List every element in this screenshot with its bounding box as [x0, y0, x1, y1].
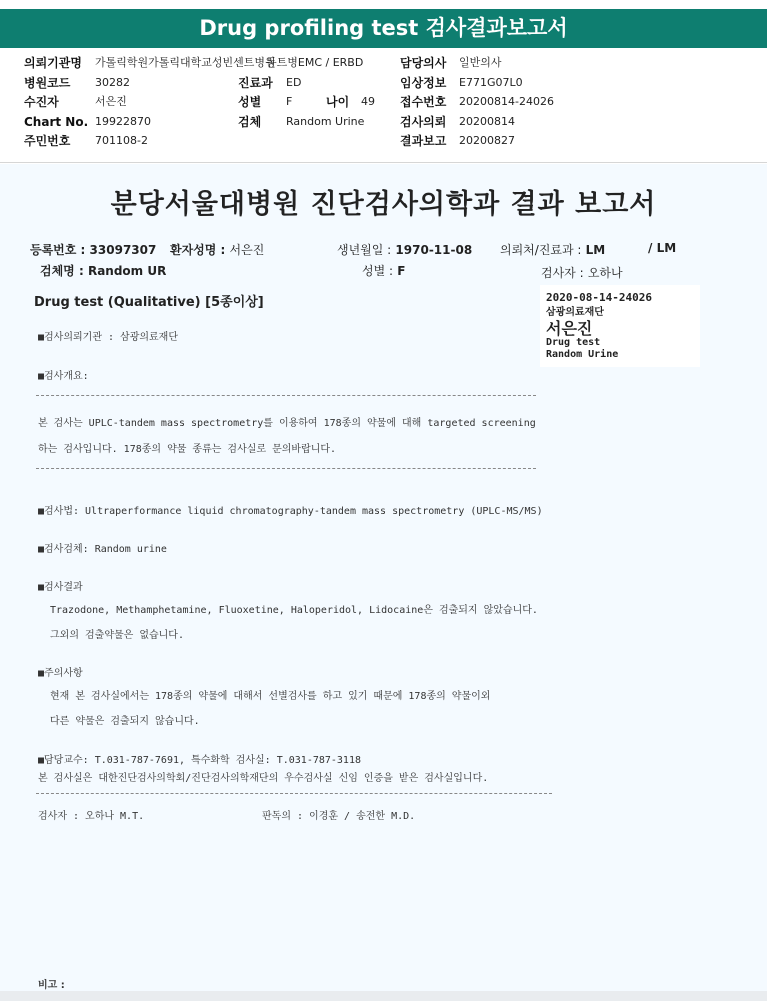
ssn-label: 주민번호 — [24, 134, 71, 148]
divider — [36, 793, 552, 794]
stamp-patient: 서은진 — [546, 319, 593, 338]
specimen-label-stamp — [540, 285, 700, 367]
specimen-label: 검체 — [238, 115, 262, 129]
request-value: 20200814 — [459, 115, 515, 128]
report-title: 분당서울대병원 진단검사의학과 결과 보고서 — [110, 189, 657, 220]
reader-signature: 판독의 : 이경훈 / 송전한 M.D. — [262, 811, 416, 822]
scanned-report — [0, 164, 767, 991]
test-title: Drug test (Qualitative) [5종이상] — [34, 295, 264, 310]
divider — [36, 468, 536, 469]
overview-line-1: 본 검사는 UPLC-tandem mass spectrometry를 이용하여 178종의 약물에 대해 targeted screening — [38, 418, 536, 429]
dept-req-value: LM — [585, 243, 606, 257]
dob-value: 1970-11-08 — [395, 243, 473, 257]
dept-req-sep: / — [648, 241, 653, 255]
institution-suffix: 동트병EMC / ERBD — [266, 56, 364, 69]
dept-req-value-2: LM — [656, 241, 677, 255]
clinical-label: 임상정보 — [400, 76, 447, 90]
specimen-line: ■검사검체: Random urine — [38, 544, 167, 555]
hospital-code-label: 병원코드 — [24, 76, 71, 90]
doctor-value: 일반의사 — [459, 56, 502, 69]
report-sex — [362, 262, 405, 279]
report-date-label: 결과보고 — [400, 134, 447, 148]
institution-label: 의뢰기관명 — [24, 56, 82, 70]
institution-value: 가톨릭학원가톨릭대학교성빈센트병원 — [95, 56, 276, 69]
specimen-name-value: Random UR — [87, 264, 167, 278]
overview-line-2: 하는 검사입니다. 178종의 약물 종류는 검사실로 문의바랍니다. — [38, 444, 337, 455]
method-line: ■검사법: Ultraperformance liquid chromatography-tandem mass spectrometry (UPLC-MS/MS) — [38, 506, 543, 517]
patient-name — [170, 241, 264, 258]
accession-value: 20200814-24026 — [459, 95, 554, 108]
divider — [36, 395, 536, 396]
examiner-signature: 검사자 : 오하나 M.T. — [38, 811, 145, 822]
caution-heading: ■주의사항 — [38, 668, 83, 679]
specimen-name-label: 검체명 : — [40, 264, 84, 278]
certification-line: 본 검사실은 대한진단검사의학회/진단검사의학재단의 우수검사실 신임 인증을 받은 검사실입니다. — [38, 773, 489, 784]
reg-label: 등록번호 : — [30, 243, 86, 257]
caution-line-2: 다른 약물은 검출되지 않습니다. — [50, 716, 200, 727]
stamp-test: Drug test — [546, 337, 601, 348]
request-label: 검사의뢰 — [400, 115, 447, 129]
result-line-1: Trazodone, Methamphetamine, Fluoxetine, Haloperidol, Lidocaine은 검출되지 않았습니다. — [50, 605, 538, 616]
chart-label: Chart No. — [24, 115, 89, 129]
stamp-accession: 2020-08-14-24026 — [546, 291, 652, 304]
accession-label: 접수번호 — [400, 95, 447, 109]
dept-req-label: 의뢰처/진료과 : — [500, 243, 582, 257]
report-banner: Drug profiling test 검사결과보고서 — [0, 9, 767, 48]
doctor-label: 담당의사 — [400, 56, 447, 70]
page-footer-bar — [0, 991, 767, 1001]
report-sex-label: 성별 : — [362, 264, 394, 278]
sex-value: F — [286, 95, 293, 108]
remarks-label: 비고 : — [38, 980, 65, 991]
age-value: 49 — [361, 95, 375, 108]
birth-date — [337, 241, 472, 258]
specimen-value: Random Urine — [286, 115, 365, 128]
age-label: 나이 — [326, 95, 350, 109]
hospital-code-value: 30282 — [95, 76, 130, 89]
stamp-lab: 삼광의료재단 — [546, 307, 604, 318]
requesting-dept — [500, 241, 605, 258]
receiver-label: 수진자 — [24, 95, 59, 109]
report-date-value: 20200827 — [459, 134, 515, 147]
result-line-2: 그외의 검출약물은 없습니다. — [50, 630, 184, 641]
specimen-name — [40, 262, 166, 279]
dob-label: 생년월일 : — [337, 243, 392, 257]
sex-label: 성별 — [238, 95, 262, 109]
receiver-value: 서은진 — [95, 95, 127, 108]
result-heading: ■검사결과 — [38, 582, 83, 593]
dept-label: 진료과 — [238, 76, 273, 90]
stamp-specimen: Random Urine — [546, 349, 619, 360]
patient-value: 서은진 — [229, 243, 265, 257]
requesting-dept-2 — [648, 241, 676, 255]
requester-line: ■검사의뢰기관 : 삼광의료재단 — [38, 332, 179, 343]
ssn-value: 701108-2 — [95, 134, 148, 147]
clinical-value: E771G07L0 — [459, 76, 523, 89]
patient-label: 환자성명 : — [170, 243, 226, 257]
contact-line: ■담당교수: T.031-787-7691, 특수화학 검사실: T.031-787-3118 — [38, 755, 361, 766]
examiner-value: 오하나 — [587, 266, 623, 280]
dept-value: ED — [286, 76, 302, 89]
caution-line-1: 현재 본 검사실에서는 178종의 약물에 대해서 선별검사를 하고 있기 때문에 178종의 약물이외 — [50, 691, 491, 702]
examiner — [541, 264, 623, 281]
reg-number — [30, 241, 156, 258]
request-info-header — [0, 48, 767, 163]
chart-value: 19922870 — [95, 115, 151, 128]
reg-value: 33097307 — [89, 243, 157, 257]
report-sex-value: F — [397, 264, 406, 278]
examiner-label: 검사자 : — [541, 266, 584, 280]
overview-heading: ■검사개요: — [38, 371, 89, 382]
